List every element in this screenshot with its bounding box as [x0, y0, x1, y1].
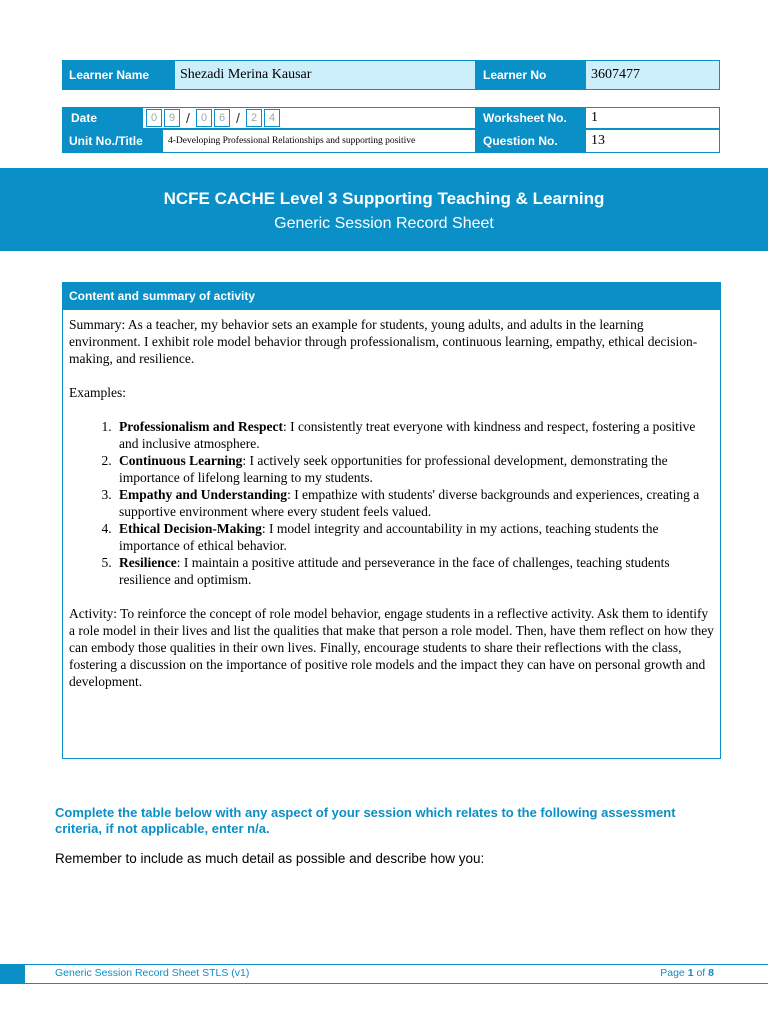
date-label: Date — [62, 107, 142, 129]
learner-no-field[interactable]: 3607477 — [585, 60, 720, 90]
activity-paragraph: Activity: To reinforce the concept of role model behavior, engage students in a reflective activity. Ask them to identify a role model in their lives and list the qualities that make that person a role model. Then, have them reflect on how they can embody those qualities in their own lives. Finally, encourage students to share their reflections with the class, fostering a discussion on the importance of positive role models and the impact they can have on personal growth and development. — [69, 606, 714, 689]
remember-instruction: Remember to include as much detail as possible and describe how you: — [55, 851, 485, 866]
item-title: Professionalism and Respect — [119, 419, 283, 434]
date-month-digit-2[interactable]: 6 — [214, 109, 230, 127]
content-summary-heading: Content and summary of activity — [63, 283, 720, 310]
footer-bottom-rule — [25, 983, 768, 984]
examples-label: Examples: — [69, 385, 126, 400]
item-text: : I model integrity and accountability in my actions, teaching students the importance of ethical behavior. — [119, 521, 659, 553]
page-prefix: Page — [660, 967, 685, 979]
unit-title-label: Unit No./Title — [62, 129, 162, 153]
unit-title-field[interactable]: 4-Developing Professional Relationships and supporting positive — [162, 129, 476, 153]
page-total: 8 — [708, 967, 714, 979]
examples-list — [69, 418, 714, 588]
footer-page-number — [640, 967, 714, 979]
question-no-field[interactable]: 13 — [585, 129, 720, 153]
title-banner — [0, 168, 768, 251]
learner-name-field[interactable]: Shezadi Merina Kausar — [174, 60, 476, 90]
worksheet-no-label: Worksheet No. — [476, 107, 585, 129]
list-item — [115, 452, 714, 486]
content-summary-box — [62, 282, 721, 759]
item-text: : I maintain a positive attitude and perseverance in the face of challenges, teaching students resilience and optimism. — [119, 555, 670, 587]
worksheet-no-field[interactable]: 1 — [585, 107, 720, 129]
content-summary-body[interactable] — [63, 310, 720, 690]
date-separator: / — [236, 110, 240, 126]
list-item — [115, 486, 714, 520]
question-no-label: Question No. — [476, 129, 585, 153]
page-of: of — [696, 967, 706, 979]
date-month-digit-1[interactable]: 0 — [196, 109, 212, 127]
date-year-digit-1[interactable]: 2 — [246, 109, 262, 127]
list-item — [115, 520, 714, 554]
item-title: Resilience — [119, 555, 177, 570]
learner-no-label: Learner No — [476, 60, 585, 90]
summary-paragraph: Summary: As a teacher, my behavior sets an example for students, young adults, and adults in the learning environment. I exhibit role model behavior through professionalism, continuous learning, empathy, ethical decision-making, and resilience. — [69, 317, 698, 366]
list-item — [115, 554, 714, 588]
item-text: : I consistently treat everyone with kindness and respect, fostering a positive and inclusive atmosphere. — [119, 419, 696, 451]
item-text: : I empathize with students' diverse backgrounds and experiences, creating a supportive environment where every student feels valued. — [119, 487, 700, 519]
item-title: Continuous Learning — [119, 453, 243, 468]
date-year-digit-2[interactable]: 4 — [264, 109, 280, 127]
learner-name-label: Learner Name — [62, 60, 174, 90]
complete-table-instruction: Complete the table below with any aspect of your session which relates to the following assessment criteria, if not applicable, enter n/a. — [55, 805, 676, 836]
item-text: : I actively seek opportunities for professional development, demonstrating the importance of lifelong learning to my students. — [119, 453, 668, 485]
item-title: Ethical Decision-Making — [119, 521, 262, 536]
footer-doc-title: Generic Session Record Sheet STLS (v1) — [55, 967, 250, 979]
date-day-digit-1[interactable]: 0 — [146, 109, 162, 127]
footer-accent-block — [0, 964, 25, 984]
date-day-digit-2[interactable]: 9 — [164, 109, 180, 127]
footer-top-rule — [25, 964, 768, 965]
banner-title: NCFE CACHE Level 3 Supporting Teaching & Learning — [163, 189, 605, 208]
date-separator: / — [186, 110, 190, 126]
list-item — [115, 418, 714, 452]
page-current: 1 — [687, 967, 694, 979]
item-title: Empathy and Understanding — [119, 487, 288, 502]
banner-subtitle: Generic Session Record Sheet — [274, 215, 494, 232]
